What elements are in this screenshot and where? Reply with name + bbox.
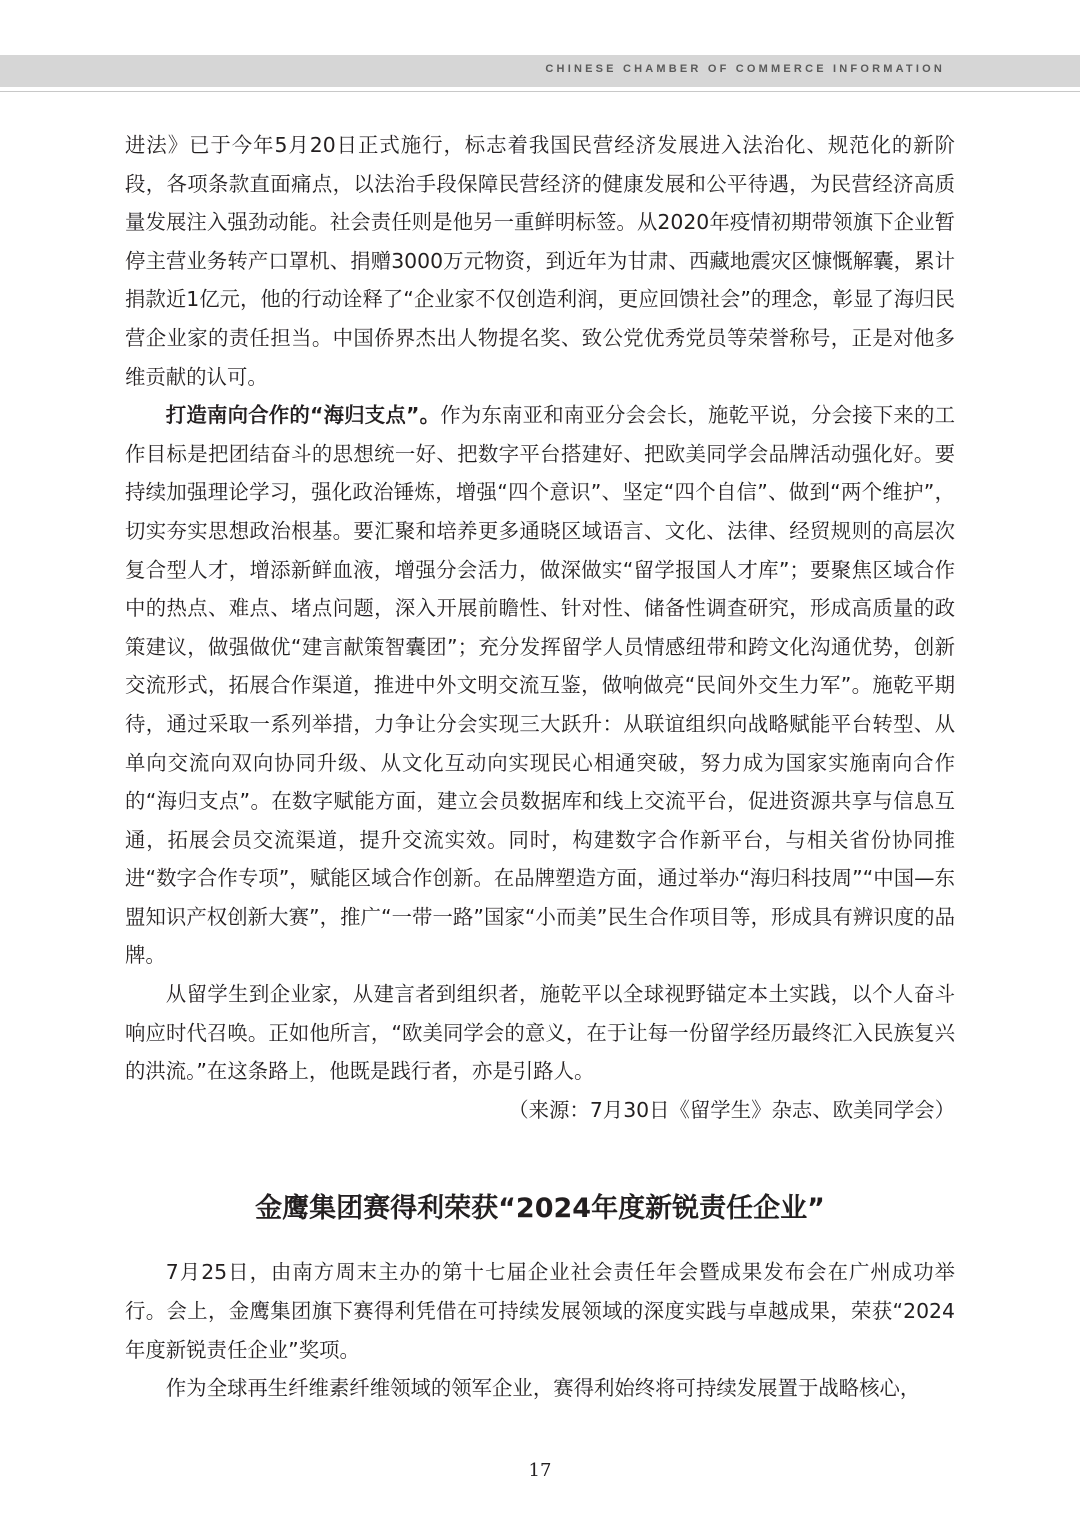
article1-paragraph-2	[125, 396, 955, 975]
running-header: CHINESE CHAMBER OF COMMERCE INFORMATION	[545, 63, 945, 75]
source-citation: （来源：7月30日《留学生》杂志、欧美同学会）	[508, 1097, 955, 1122]
page-number: 17	[528, 1460, 552, 1481]
article1-paragraph-3: 从留学生到企业家，从建言者到组织者，施乾平以全球视野锚定本土实践，以个人奋斗响应时代召唤。正如他所言，“欧美同学会的意义，在于让每一份留学经历最终汇入民族复兴的洪流。”在这条路上，他既是践行者，亦是引路人。	[125, 982, 955, 1084]
page-body	[125, 126, 955, 1408]
article2-paragraph-2: 作为全球再生纤维素纤维领域的领军企业，赛得利始终将可持续发展置于战略核心，	[165, 1376, 921, 1401]
article1-paragraph-1: 进法》已于今年5月20日正式施行，标志着我国民营经济发展进入法治化、规范化的新阶段，各项条款直面痛点，以法治手段保障民营经济的健康发展和公平待遇，为民营经济高质量发展注入强劲动能。社会责任则是他另一重鲜明标签。从2020年疫情初期带领旗下企业暂停主营业务转产口罩机、捐赠3000万元物资，到近年为甘肃、西藏地震灾区慷慨解囊，累计捐款近1亿元，他的行动诠释了“企业家不仅创造利润，更应回馈社会”的理念，彰显了海归民营企业家的责任担当。中国侨界杰出人物提名奖、致公党优秀党员等荣誉称号，正是对他多维贡献的认可。	[125, 133, 955, 389]
paragraph-body: 作为东南亚和南亚分会会长，施乾平说，分会接下来的工作目标是把团结奋斗的思想统一好、把数字平台搭建好、把欧美同学会品牌活动强化好。要持续加强理论学习，强化政治锤炼，增强“四个意识”、坚定“四个自信”、做到“两个维护”，切实夯实思想政治根基。要汇聚和培养更多通晓区域语言、文化、法律、经贸规则的高层次复合型人才，增添新鲜血液，增强分会活力，做深做实“留学报国人才库”；要聚焦区域合作中的热点、难点、堵点问题，深入开展前瞻性、针对性、储备性调查研究，形成高质量的政策建议，做强做优“建言献策智囊团”；充分发挥留学人员情感纽带和跨文化沟通优势，创新交流形式，拓展合作渠道，推进中外文明交流互鉴，做响做亮“民间外交生力军”。施乾平期待，通过采取一系列举措，力争让分会实现三大跃升：从联谊组织向战略赋能平台转型、从单向交流向双向协同升级、从文化互动向实现民心相通突破，努力成为国家实施南向合作的“海归支点”。在数字赋能方面，建立会员数据库和线上交流平台，促进资源共享与信息互通，拓展会员交流渠道，提升交流实效。同时，构建数字合作新平台，与相关省份协同推进“数字合作专项”，赋能区域合作创新。在品牌塑造方面，通过举办“海归科技周”“中国—东盟知识产权创新大赛”，推广“一带一路”国家“小而美”民生合作项目等，形成具有辨识度的品牌。	[125, 403, 955, 968]
paragraph-lead-heading: 打造南向合作的“海归支点”。	[165, 403, 441, 428]
header-divider	[0, 91, 1080, 92]
article2-paragraph-1: 7月25日，由南方周末主办的第十七届企业社会责任年会暨成果发布会在广州成功举行。会上，金鹰集团旗下赛得利凭借在可持续发展领域的深度实践与卓越成果，荣获“2024年度新锐责任企业”奖项。	[125, 1260, 955, 1362]
article-title: 金鹰集团赛得利荣获“2024年度新锐责任企业”	[255, 1193, 825, 1225]
